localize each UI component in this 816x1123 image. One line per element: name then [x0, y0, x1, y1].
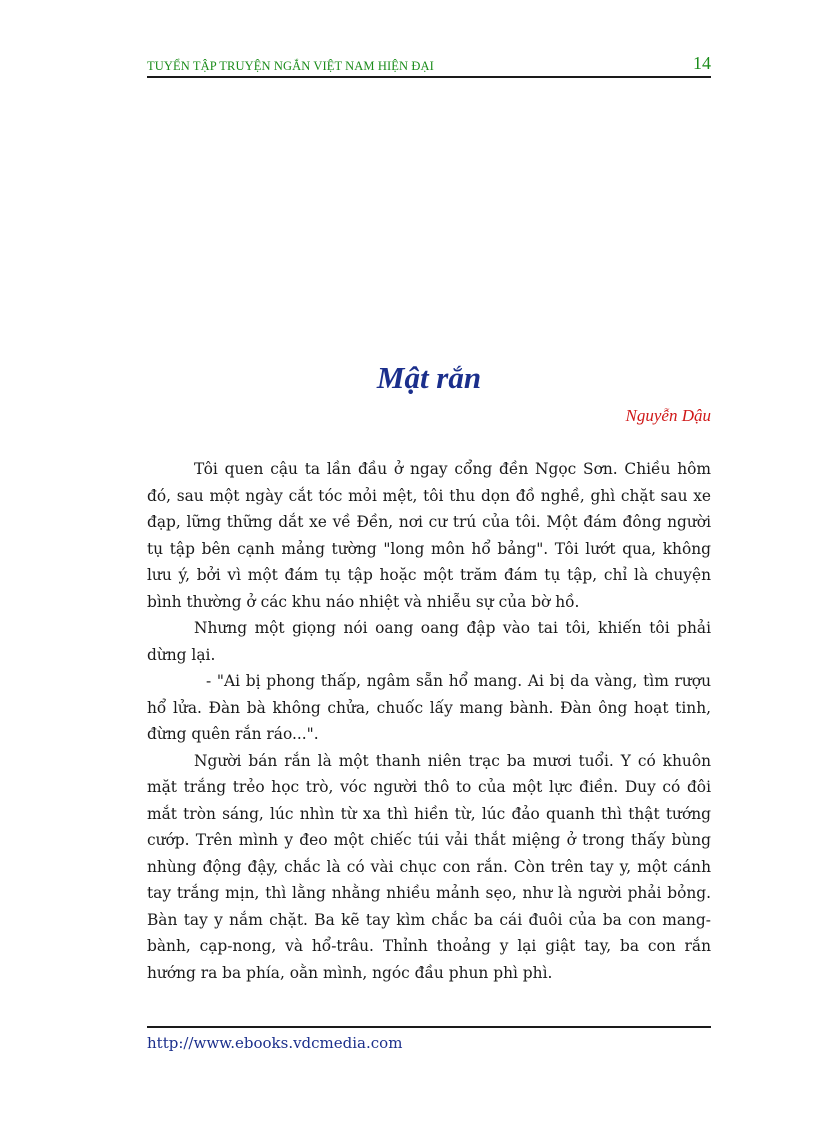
page-header	[147, 52, 711, 78]
paragraph: Người bán rắn là một thanh niên trạc ba mươi tuổi. Y có khuôn mặt trắng trẻo học trò, vóc người thô to của một lực điền. Duy có đôi mắt tròn sáng, lúc nhìn từ xa thì hiền từ, lúc đảo quanh thì thật tướng cướp. Trên mình y đeo một chiếc túi vải thắt miệng ở trong thấy bùng nhùng động đậy, chắc là có vài chục con rắn. Còn trên tay y, một cánh tay trắng mịn, thì lằng nhằng nhiều mảnh sẹo, như là người phải bỏng. Bàn tay y nắm chặt. Ba kẽ tay kìm chắc ba cái đuôi của ba con mang-bành, cạp-nong, và hổ-trâu. Thỉnh thoảng y lại giật tay, ba con rắn hướng ra ba phía, oằn mình, ngóc đầu phun phì phì.	[147, 751, 711, 982]
footer-website-link[interactable]: http://www.ebooks.vdcmedia.com	[147, 1034, 403, 1052]
story-title: Mật rắn	[376, 360, 482, 395]
story-body	[147, 456, 711, 986]
story-author: Nguyễn Dậu	[625, 406, 711, 425]
paragraph: Nhưng một giọng nói oang oang đập vào tai tôi, khiến tôi phải dừng lại.	[147, 619, 711, 664]
book-title: TUYỂN TẬP TRUYỆN NGẮN VIỆT NAM HIỆN ĐẠI	[147, 59, 434, 73]
footer-divider	[147, 1026, 711, 1028]
paragraph: Tôi quen cậu ta lần đầu ở ngay cổng đền Ngọc Sơn. Chiều hôm đó, sau một ngày cắt tóc mỏi mệt, tôi thu dọn đồ nghề, ghì chặt sau xe đạp, lững thững dắt xe về Đền, nơi cư trú của tôi. Một đám đông người tụ tập bên cạnh mảng tường "long môn hổ bảng". Tôi lướt qua, không lưu ý, bởi vì một đám tụ tập hoặc một trăm đám tụ tập, chỉ là chuyện bình thường ở các khu náo nhiệt và nhiễu sự của bờ hồ.	[147, 460, 711, 611]
page-number: 14	[693, 53, 711, 73]
dialog-paragraph: - "Ai bị phong thấp, ngâm sẵn hổ mang. Ai bị da vàng, tìm rượu hổ lửa. Đàn bà không chửa, chuốc lấy mang bành. Đàn ông hoạt tinh, đừng quên rắn ráo...".	[147, 672, 711, 743]
